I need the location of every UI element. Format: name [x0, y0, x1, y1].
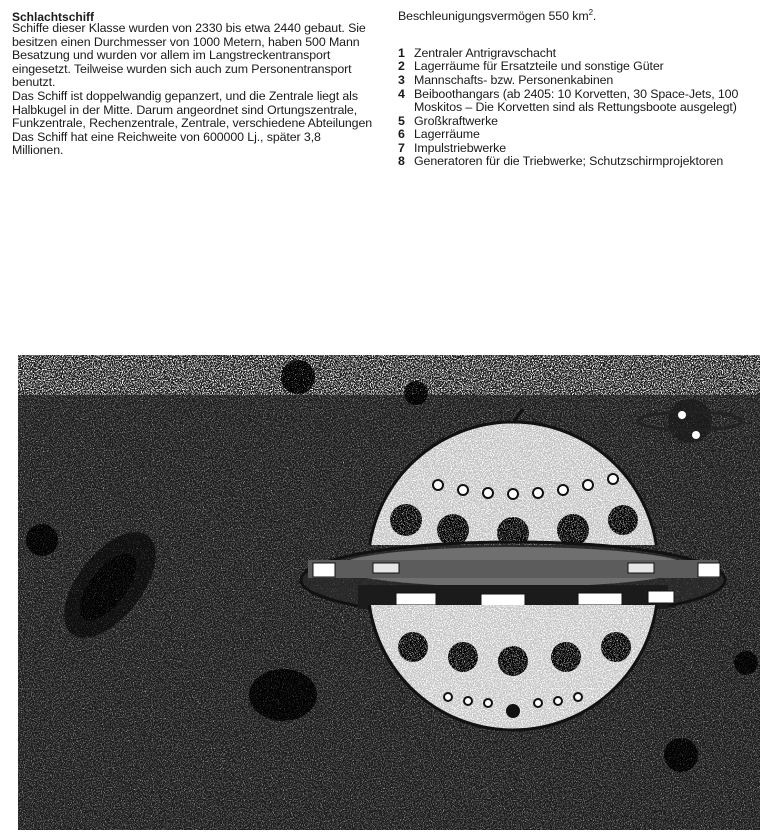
legend-number: 1 [398, 45, 405, 60]
legend-number: 6 [398, 127, 405, 142]
legend-item [398, 115, 758, 129]
legend-number: 7 [398, 140, 405, 155]
legend-item [398, 142, 758, 156]
acceleration-exponent: 2 [588, 8, 593, 17]
legend-number: 2 [398, 59, 405, 74]
legend-number: 5 [398, 113, 405, 128]
description-column [12, 22, 374, 158]
legend-text: Impulstriebwerke [414, 140, 507, 155]
legend-item [398, 74, 758, 88]
legend-text: Zentraler Antrigravschacht [414, 45, 557, 60]
spaceship-illustration [18, 335, 760, 830]
legend-column [398, 6, 758, 169]
acceleration-text: Beschleunigungsvermögen 550 km [398, 9, 589, 24]
acceleration-end: . [592, 9, 597, 24]
acceleration-line [398, 6, 758, 24]
legend-text: Beiboothangars (ab 2405: 10 Korvetten, 30 Space-Jets, 100 Moskitos – Die Korvetten sind als Rettungsboote ausgelegt) [414, 86, 739, 115]
legend-number: 4 [398, 86, 405, 101]
legend-item [398, 47, 758, 61]
legend-number: 8 [398, 154, 405, 169]
legend-item [398, 88, 758, 115]
legend-item [398, 128, 758, 142]
description-paragraph-2: Das Schiff ist doppelwandig gepanzert, und die Zentrale liegt als Halbkugel in der Mitte. Darum angeordnet sind Ortungszentrale, Funkzentrale, Rechenzentrale, Zentrale, verschiedene Abteilungen [12, 88, 373, 131]
legend-text: Lagerräume [414, 127, 480, 142]
legend-list [398, 47, 758, 169]
legend-item [398, 155, 758, 169]
legend-item [398, 60, 758, 74]
legend-text: Großkraftwerke [414, 113, 498, 128]
description-paragraph-1: Schiffe dieser Klasse wurden von 2330 bis etwa 2440 gebaut. Sie besitzen einen Durchmesser von 1000 Metern, haben 500 Mann Besatzung und wurden vor allem im Langstreckentransport eingesetzt. Teilweise wurden sich auch zum Personentransport benutzt. [12, 21, 366, 90]
description-paragraph-3: Das Schiff hat eine Reichweite von 600000 Lj., später 3,8 Millionen. [12, 129, 321, 158]
legend-text: Generatoren für die Triebwerke; Schutzschirmprojektoren [414, 154, 724, 169]
legend-text: Mannschafts- bzw. Personenkabinen [414, 72, 614, 87]
legend-number: 3 [398, 72, 405, 87]
clipped-heading-text: Schlachtschiff [12, 10, 95, 24]
legend-text: Lagerräume für Ersatzteile und sonstige Güter [414, 59, 664, 74]
